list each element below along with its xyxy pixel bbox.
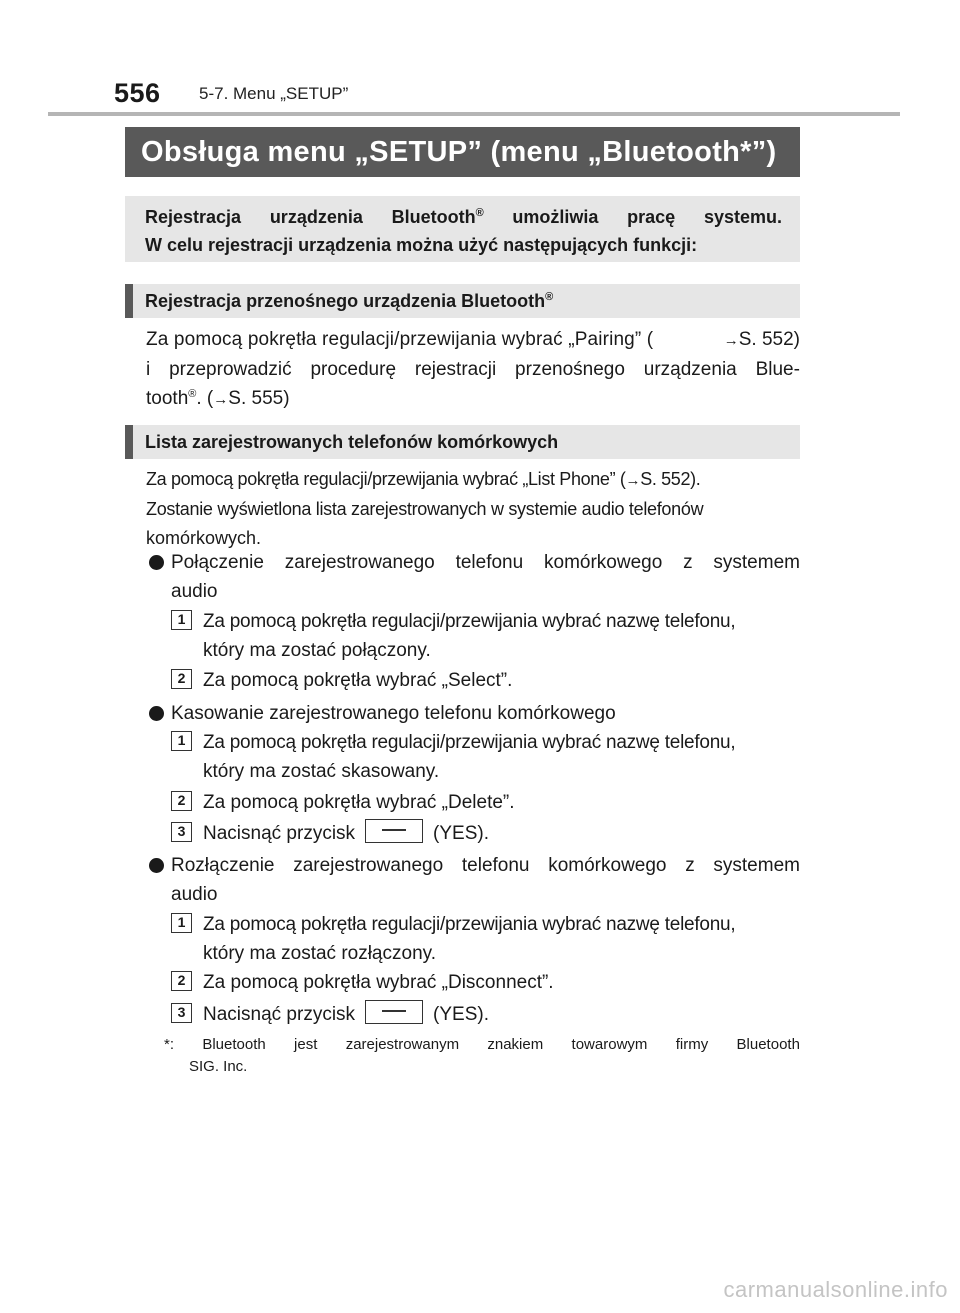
step-number: 2 — [171, 669, 192, 689]
section-heading-pairing: Rejestracja przenośnego urządzenia Bluetooth® — [125, 284, 800, 318]
intro-line-1 — [145, 203, 782, 231]
step-delete-2: 2 Za pomocą pokrętła wybrać „Delete”. — [171, 788, 800, 817]
step-delete-1: 1 Za pomocą pokrętła regulacji/przewijania wybrać nazwę telefonu, który ma zostać skasowany. — [171, 728, 800, 786]
step-connect-2: 2 Za pomocą pokrętła wybrać „Select”. — [171, 666, 800, 695]
arrow-icon: → — [625, 472, 641, 489]
key-button-icon — [365, 819, 423, 843]
registered-mark: ® — [545, 291, 554, 303]
step-disconnect-3: 3 Nacisnąć przycisk (YES). — [171, 1000, 800, 1029]
step-number: 3 — [171, 822, 192, 842]
registered-mark: ® — [188, 388, 197, 400]
intro-word: Rejestracja — [145, 207, 242, 227]
bullet-icon — [149, 858, 164, 873]
page-number: 556 — [114, 78, 161, 108]
intro-word-bluetooth: Bluetooth® — [391, 207, 484, 227]
pairing-paragraph — [146, 325, 800, 414]
section-label: 5-7. Menu „SETUP” — [199, 84, 349, 103]
page-title: Obsługa menu „SETUP” (menu „Bluetooth*”) — [125, 127, 800, 177]
bullet-icon — [149, 706, 164, 721]
step-number: 3 — [171, 1003, 192, 1023]
key-button-icon — [365, 1000, 423, 1024]
phone-list-line-2: Zostanie wyświetlona lista zarejestrowanych w systemie audio telefonów — [146, 499, 704, 519]
watermark: carmanualsonline.info — [723, 1277, 948, 1302]
pairing-line-3: tooth®. (→S. 555) — [146, 388, 290, 409]
bullet-connect: Połączenie zarejestrowanego telefonu komórkowego z systemem audio — [146, 548, 800, 606]
step-number: 1 — [171, 731, 192, 751]
pairing-line-2: i przeprowadzić procedurę rejestracji przenośnego urządzenia Blue- — [146, 359, 800, 380]
intro-box — [125, 196, 800, 262]
footnote: *: Bluetooth jest zarejestrowanym znakiem towarowym firmy Bluetooth SIG. Inc. — [164, 1036, 800, 1075]
arrow-icon: → — [723, 332, 739, 349]
section-heading-phone-list: Lista zarejestrowanych telefonów komórkowych — [125, 425, 800, 459]
arrow-icon: → — [213, 391, 229, 408]
step-connect-1: 1 Za pomocą pokrętła regulacji/przewijania wybrać nazwę telefonu, który ma zostać połączony. — [171, 607, 800, 665]
intro-word: urządzenia — [269, 207, 363, 227]
step-number: 2 — [171, 971, 192, 991]
pairing-line-1: Za pomocą pokrętła regulacji/przewijania wybrać „Pairing” ( →S. 552) — [146, 329, 800, 350]
header-divider — [48, 112, 900, 116]
bullet-disconnect: Rozłączenie zarejestrowanego telefonu komórkowego z systemem audio — [146, 851, 800, 909]
step-disconnect-1: 1 Za pomocą pokrętła regulacji/przewijania wybrać nazwę telefonu, który ma zostać rozłączony. — [171, 910, 800, 968]
step-delete-3: 3 Nacisnąć przycisk (YES). — [171, 819, 800, 848]
phone-list-line-1: Za pomocą pokrętła regulacji/przewijania wybrać „List Phone” (→S. 552). — [146, 469, 701, 489]
intro-line-2: W celu rejestracji urządzenia można użyć następujących funkcji: — [145, 235, 698, 255]
step-disconnect-2: 2 Za pomocą pokrętła wybrać „Disconnect”. — [171, 968, 800, 997]
phone-list-line-3: komórkowych. — [146, 528, 262, 548]
step-number: 1 — [171, 913, 192, 933]
registered-mark: ® — [475, 207, 484, 219]
bullet-icon — [149, 555, 164, 570]
intro-word: systemu. — [703, 207, 782, 227]
intro-word: umożliwia — [512, 207, 599, 227]
phone-list-paragraph — [146, 465, 800, 553]
bullet-delete: Kasowanie zarejestrowanego telefonu komórkowego — [146, 699, 800, 728]
intro-word: pracę — [627, 207, 676, 227]
step-number: 1 — [171, 610, 192, 630]
step-number: 2 — [171, 791, 192, 811]
